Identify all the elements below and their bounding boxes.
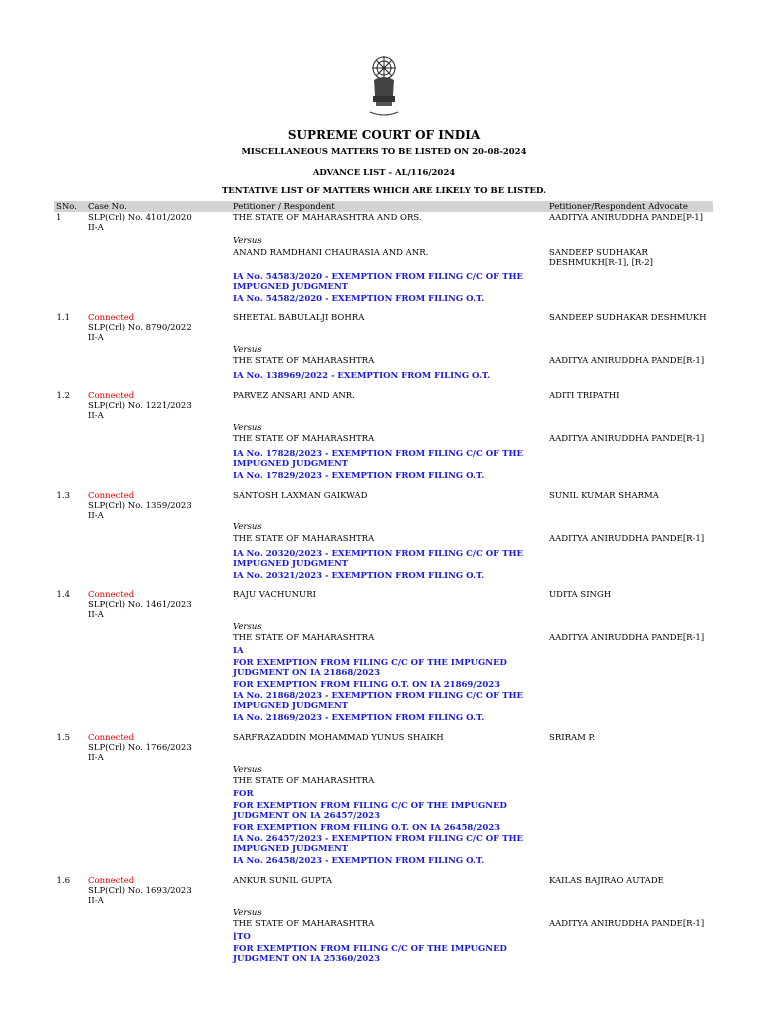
- ia-line: JUDGMENT ON IA 25360/2023: [233, 954, 381, 964]
- item-category: II-A: [88, 753, 104, 763]
- ia-line: FOR EXEMPTION FROM FILING C/C OF THE IMPUGNED: [233, 944, 507, 954]
- petitioner-advocate: KAILAS BAJIRAO AUTADE: [549, 876, 664, 886]
- sno: 1.4: [56, 590, 70, 600]
- petitioner-advocate: SANDEEP SUDHAKAR DESHMUKH: [549, 313, 707, 323]
- misc-title: MISCELLANEOUS MATTERS TO BE LISTED ON 20-08-2024: [241, 147, 527, 157]
- case-no: SLP(Crl) No. 1461/2023: [88, 600, 192, 610]
- case-no: SLP(Crl) No. 4101/2020: [88, 213, 192, 223]
- petitioner: ANKUR SUNIL GUPTA: [233, 876, 333, 886]
- respondent: ANAND RAMDHANI CHAURASIA AND ANR.: [233, 248, 429, 258]
- petitioner: RAJU VACHUNURI: [233, 590, 316, 600]
- item-category: II-A: [88, 223, 104, 233]
- court-title: SUPREME COURT OF INDIA: [287, 128, 481, 142]
- ia-line: IA No. 54583/2020 - EXEMPTION FROM FILING C/C OF THE: [233, 272, 523, 282]
- sno: 1.2: [56, 391, 70, 401]
- ia-line: IMPUGNED JUDGMENT: [233, 459, 349, 469]
- respondent: THE STATE OF MAHARASHTRA: [233, 633, 375, 643]
- petitioner: SANTOSH LAXMAN GAIKWAD: [233, 491, 368, 501]
- sno: 1.3: [56, 491, 70, 501]
- table-header: [54, 201, 713, 212]
- versus-label: Versus: [233, 765, 262, 775]
- item-category: II-A: [88, 610, 104, 620]
- ia-line: IA No. 26458/2023 - EXEMPTION FROM FILING O.T.: [233, 856, 485, 866]
- respondent-advocate: AADITYA ANIRUDDHA PANDE[R-1]: [549, 919, 705, 929]
- item-category: II-A: [88, 511, 104, 521]
- respondent: THE STATE OF MAHARASHTRA: [233, 356, 375, 366]
- petitioner: SHEETAL BABULALJI BOHRA: [233, 313, 365, 323]
- connected-label: Connected: [88, 313, 135, 323]
- petitioner: SARFRAZADDIN MOHAMMAD YUNUS SHAIKH: [233, 733, 444, 743]
- petitioner: THE STATE OF MAHARASHTRA AND ORS.: [233, 213, 422, 223]
- versus-label: Versus: [233, 622, 262, 632]
- respondent: THE STATE OF MAHARASHTRA: [233, 776, 375, 786]
- petitioner-advocate: UDITA SINGH: [549, 590, 612, 600]
- connected-label: Connected: [88, 491, 135, 501]
- respondent-advocate: SANDEEP SUDHAKAR: [549, 248, 648, 258]
- versus-label: Versus: [233, 522, 262, 532]
- sno: 1.6: [56, 876, 70, 886]
- connected-label: Connected: [88, 876, 135, 886]
- ia-line: IA No. 21869/2023 - EXEMPTION FROM FILING O.T.: [233, 713, 485, 723]
- versus-label: Versus: [233, 236, 262, 246]
- respondent-advocate: AADITYA ANIRUDDHA PANDE[R-1]: [549, 534, 705, 544]
- sno: 1.5: [56, 733, 70, 743]
- ia-line: IA No. 17829/2023 - EXEMPTION FROM FILING O.T.: [233, 471, 485, 481]
- petitioner-advocate: SUNIL KUMAR SHARMA: [549, 491, 659, 501]
- tentative-title: TENTATIVE LIST OF MATTERS WHICH ARE LIKELY TO BE LISTED.: [221, 186, 547, 196]
- ia-line: IA No. 20321/2023 - EXEMPTION FROM FILING O.T.: [233, 571, 485, 581]
- ia-line: IA: [233, 646, 244, 656]
- connected-label: Connected: [88, 590, 135, 600]
- versus-label: Versus: [233, 345, 262, 355]
- petitioner: PARVEZ ANSARI AND ANR.: [233, 391, 355, 401]
- case-no: SLP(Crl) No. 1221/2023: [88, 401, 192, 411]
- ia-line: FOR: [233, 789, 254, 799]
- petitioner-advocate: AADITYA ANIRUDDHA PANDE[P-1]: [549, 213, 703, 223]
- respondent: THE STATE OF MAHARASHTRA: [233, 919, 375, 929]
- item-category: II-A: [88, 411, 104, 421]
- ia-line: IA No. 21868/2023 - EXEMPTION FROM FILING C/C OF THE: [233, 691, 523, 701]
- connected-label: Connected: [88, 391, 135, 401]
- ia-line: IA No. 26457/2023 - EXEMPTION FROM FILING C/C OF THE: [233, 834, 523, 844]
- sno: 1: [56, 213, 62, 223]
- petitioner-advocate: ADITI TRIPATHI: [549, 391, 620, 401]
- case-no: SLP(Crl) No. 8790/2022: [88, 323, 192, 333]
- col-parties: Petitioner / Respondent: [233, 202, 335, 212]
- versus-label: Versus: [233, 908, 262, 918]
- ia-line: JUDGMENT ON IA 26457/2023: [233, 811, 381, 821]
- ia-line: IA No. 138969/2022 - EXEMPTION FROM FILING O.T.: [233, 371, 491, 381]
- respondent-advocate: AADITYA ANIRUDDHA PANDE[R-1]: [549, 356, 705, 366]
- ia-line: IA No. 54582/2020 - EXEMPTION FROM FILING O.T.: [233, 294, 485, 304]
- emblem-logo: [366, 52, 402, 122]
- respondent-advocate: AADITYA ANIRUDDHA PANDE[R-1]: [549, 633, 705, 643]
- respondent-advocate: AADITYA ANIRUDDHA PANDE[R-1]: [549, 434, 705, 444]
- ia-line: FOR EXEMPTION FROM FILING O.T. ON IA 21869/2023: [233, 680, 501, 690]
- col-sno: SNo.: [56, 202, 77, 212]
- petitioner-advocate: SRIRAM P.: [549, 733, 596, 743]
- sno: 1.1: [56, 313, 70, 323]
- col-case-no: Case No.: [88, 202, 127, 212]
- case-no: SLP(Crl) No. 1359/2023: [88, 501, 192, 511]
- respondent: THE STATE OF MAHARASHTRA: [233, 434, 375, 444]
- respondent-advocate: DESHMUKH[R-1], [R-2]: [549, 258, 653, 268]
- ia-line: IMPUGNED JUDGMENT: [233, 282, 349, 292]
- advance-list-title: ADVANCE LIST - AL/116/2024: [312, 168, 456, 178]
- ia-line: FOR EXEMPTION FROM FILING C/C OF THE IMPUGNED: [233, 658, 507, 668]
- ia-line: JUDGMENT ON IA 21868/2023: [233, 668, 381, 678]
- ia-line: IMPUGNED JUDGMENT: [233, 559, 349, 569]
- case-no: SLP(Crl) No. 1693/2023: [88, 886, 192, 896]
- ia-line: FOR EXEMPTION FROM FILING O.T. ON IA 26458/2023: [233, 823, 501, 833]
- versus-label: Versus: [233, 423, 262, 433]
- ia-line: IA No. 20320/2023 - EXEMPTION FROM FILING C/C OF THE: [233, 549, 523, 559]
- ia-line: IMPUGNED JUDGMENT: [233, 844, 349, 854]
- respondent: THE STATE OF MAHARASHTRA: [233, 534, 375, 544]
- ia-line: IMPUGNED JUDGMENT: [233, 701, 349, 711]
- ia-line: FOR EXEMPTION FROM FILING C/C OF THE IMPUGNED: [233, 801, 507, 811]
- case-no: SLP(Crl) No. 1766/2023: [88, 743, 192, 753]
- item-category: II-A: [88, 333, 104, 343]
- ia-line: [TO: [233, 932, 251, 942]
- ia-line: IA No. 17828/2023 - EXEMPTION FROM FILING C/C OF THE: [233, 449, 523, 459]
- col-advocate: Petitioner/Respondent Advocate: [549, 202, 688, 212]
- connected-label: Connected: [88, 733, 135, 743]
- item-category: II-A: [88, 896, 104, 906]
